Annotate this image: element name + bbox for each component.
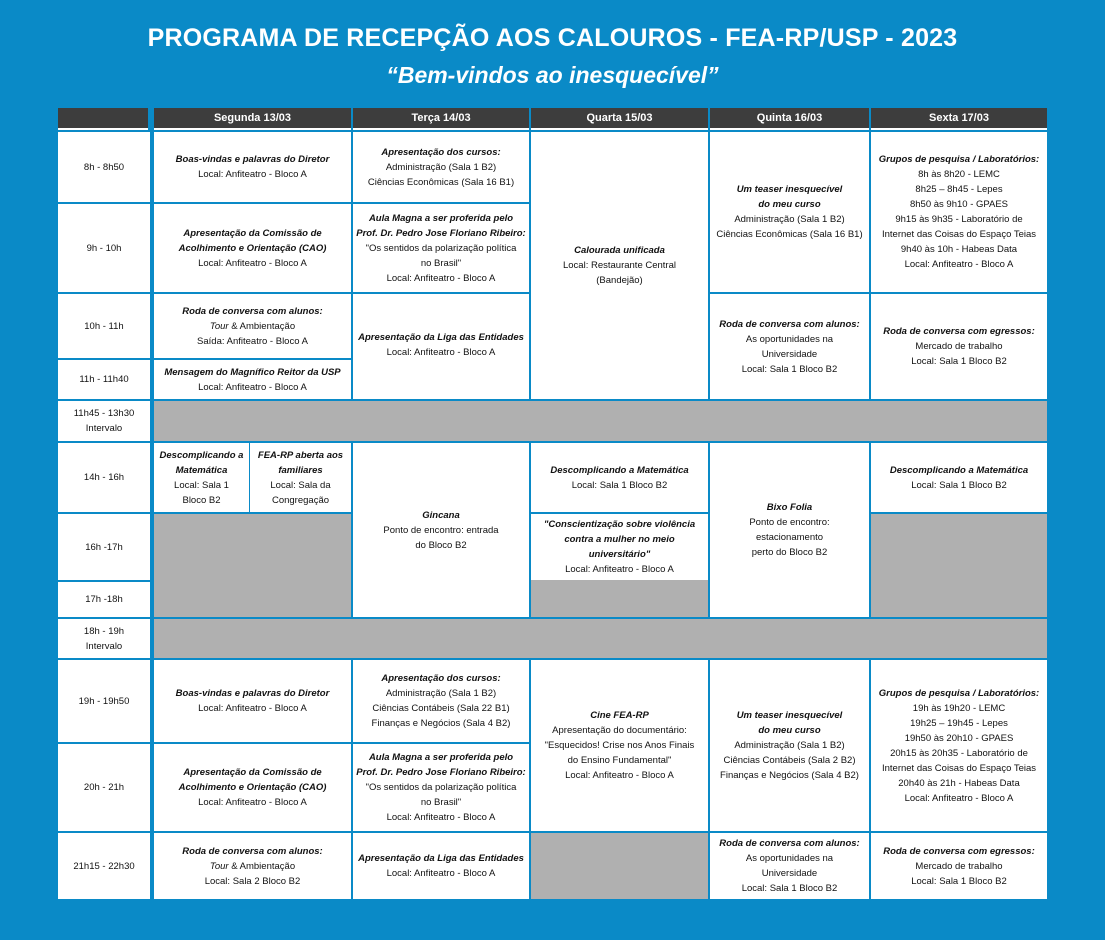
event-sex-grupos-noite <box>871 660 1047 831</box>
event-line: Roda de conversa com alunos: <box>719 318 860 330</box>
gray-block <box>531 833 708 899</box>
event-line: Saída: Anfiteatro - Bloco A <box>197 335 308 347</box>
event-qua-matematica <box>531 443 708 512</box>
event-line: do meu curso <box>758 725 821 736</box>
event-line: Ciências Econômicas (Sala 16 B1) <box>716 229 863 240</box>
event-line: Local: Anfiteatro - Bloco A <box>386 347 496 358</box>
event-seg-boas-vindas <box>154 132 351 202</box>
event-line <box>210 859 295 874</box>
event-line: 20h40 às 21h - Habeas Data <box>898 777 1020 789</box>
event-line: Acolhimento e Orientação (CAO) <box>178 242 327 254</box>
event-seg-cao <box>154 204 351 292</box>
event-line: Local: Anfiteatro - Bloco A <box>904 792 1014 804</box>
event-line: Universidade <box>761 868 818 879</box>
event-line: Roda de conversa com egressos: <box>883 845 1035 857</box>
event-line: Mercado de trabalho <box>915 860 1003 872</box>
event-line: 8h às 8h20 - LEMC <box>918 169 1000 180</box>
event-line: Apresentação da Liga das Entidades <box>358 853 524 864</box>
event-qui-teaser <box>710 132 869 292</box>
event-line: Mercado de trabalho <box>915 341 1003 352</box>
event-line: Local: Sala 2 Bloco B2 <box>204 875 301 887</box>
time-slot-label: Intervalo <box>85 640 123 652</box>
event-line: Roda de conversa com egressos: <box>883 326 1035 337</box>
day-header: Segunda 13/03 <box>154 108 351 130</box>
event-line: As oportunidades na <box>745 333 834 345</box>
event-line: Local: Restaurante Central <box>562 260 676 271</box>
event-seg-boas-vindas-noite <box>154 660 351 742</box>
time-slot <box>58 833 150 899</box>
event-line: Local: Sala 1 Bloco B2 <box>571 479 668 491</box>
event-line: Roda de conversa com alunos: <box>182 845 323 857</box>
event-line: Um teaser inesquecível <box>736 184 843 195</box>
event-line: Cine FEA-RP <box>590 710 649 721</box>
event-line: 9h40 às 10h - Habeas Data <box>900 244 1018 255</box>
event-line: Aula Magna a ser proferida pelo <box>368 752 514 763</box>
event-qua-calourada <box>531 132 708 399</box>
event-line: Bloco B2 <box>182 494 221 506</box>
event-line: Prof. Dr. Pedro Jose Floriano Ribeiro: <box>356 767 526 778</box>
gray-block <box>871 514 1047 617</box>
event-line: Local: Sala 1 Bloco B2 <box>741 363 838 375</box>
time-slot-label: 17h -18h <box>85 594 123 605</box>
event-seg-cao-noite <box>154 744 351 831</box>
time-slot-label: 21h15 - 22h30 <box>73 860 135 872</box>
event-ter-aula-magna-noite <box>353 744 529 831</box>
event-line: Apresentação da Liga das Entidades <box>358 332 524 343</box>
time-slot-label: 8h - 8h50 <box>83 161 125 173</box>
event-line: Local: Sala da <box>270 479 331 491</box>
event-sex-grupos <box>871 132 1047 292</box>
gray-block <box>531 580 708 617</box>
event-line: 19h25 – 19h45 - Lepes <box>910 717 1008 729</box>
event-line: 19h às 19h20 - LEMC <box>912 702 1006 714</box>
event-line: 19h50 às 20h10 - GPAES <box>904 732 1014 744</box>
time-slot <box>58 582 150 617</box>
event-line: Apresentação da Comissão de <box>183 227 322 239</box>
event-qui-teaser-noite <box>710 660 869 831</box>
time-slot-label: 19h - 19h50 <box>78 695 130 707</box>
event-line: Apresentação do documentário: <box>552 725 687 736</box>
event-line: do Bloco B2 <box>415 539 467 551</box>
event-qua-violencia <box>531 514 708 580</box>
event-line: Local: Sala 1 Bloco B2 <box>741 883 838 894</box>
event-line: As oportunidades na <box>745 853 834 864</box>
event-line-italic: Tour <box>209 320 229 332</box>
event-line: Local: Anfiteatro - Bloco A <box>198 169 307 180</box>
event-ter-liga <box>353 294 529 399</box>
event-line: Descomplicando a <box>159 449 244 461</box>
event-line: 8h25 – 8h45 - Lepes <box>915 184 1003 195</box>
event-line: no Brasil" <box>420 797 462 808</box>
event-qua-cine <box>531 660 708 831</box>
day-header: Quinta 16/03 <box>710 108 869 130</box>
event-line: (Bandejão) <box>596 275 643 286</box>
time-slot-label: 9h - 10h <box>86 242 122 254</box>
event-line: Local: Anfiteatro - Bloco A <box>198 703 307 714</box>
event-line: Local: Sala 1 Bloco B2 <box>911 479 1007 491</box>
event-line: Local: Sala 1 Bloco B2 <box>911 356 1007 367</box>
time-slot-label: Intervalo <box>85 423 123 434</box>
event-ter-gincana <box>353 443 529 617</box>
event-ter-aula-magna <box>353 204 529 292</box>
time-slot <box>58 204 150 292</box>
event-line: do Ensino Fundamental" <box>567 755 672 766</box>
event-line: Universidade <box>761 348 818 360</box>
header-time-column <box>58 108 148 130</box>
event-line: Congregação <box>271 494 330 506</box>
time-slot <box>58 744 150 831</box>
event-line: Local: Anfiteatro - Bloco A <box>565 564 674 575</box>
gray-block <box>154 619 1047 658</box>
event-line: Roda de conversa com alunos: <box>182 305 323 317</box>
time-slot <box>58 132 150 202</box>
event-seg-roda <box>154 294 351 358</box>
event-line: Matemática <box>175 464 228 476</box>
event-qui-roda <box>710 294 869 399</box>
event-sex-roda-noite <box>871 833 1047 899</box>
time-slot-label: 11h - 11h40 <box>79 374 129 385</box>
event-sex-roda <box>871 294 1047 399</box>
event-line: no Brasil" <box>420 257 462 269</box>
event-line: "Os sentidos da polarização política <box>365 782 517 793</box>
event-line: Local: Anfiteatro - Bloco A <box>198 381 307 393</box>
page-subtitle: “Bem-vindos ao inesquecível” <box>386 62 719 88</box>
event-line: FEA-RP aberta aos <box>257 449 344 461</box>
event-line: Administração (Sala 1 B2) <box>734 740 845 751</box>
event-line: Boas-vindas e palavras do Diretor <box>175 688 330 699</box>
event-line-italic: Tour <box>209 860 229 872</box>
time-slot-label: 20h - 21h <box>83 782 125 793</box>
event-line: Internet das Coisas do Espaço Teias <box>881 229 1037 240</box>
event-line: Finanças e Negócios (Sala 4 B2) <box>720 770 859 781</box>
event-line: Descomplicando a Matemática <box>889 464 1029 476</box>
time-slot-label: 16h -17h <box>85 541 123 553</box>
event-line: Descomplicando a Matemática <box>550 464 689 476</box>
event-line: Gincana <box>422 509 460 521</box>
event-ter-liga-noite <box>353 833 529 899</box>
event-seg-reitor <box>154 360 351 399</box>
event-line: Ponto de encontro: <box>749 517 830 528</box>
event-line: 9h15 às 9h35 - Laboratório de <box>895 214 1023 225</box>
page-title: PROGRAMA DE RECEPÇÃO AOS CALOUROS - FEA-RP/USP - 2023 <box>147 24 958 52</box>
event-qui-roda-noite <box>710 833 869 899</box>
event-line: do meu curso <box>758 199 821 210</box>
time-slot <box>58 360 150 399</box>
event-line: Mensagem do Magnífico Reitor da USP <box>164 366 341 378</box>
event-ter-cursos <box>353 132 529 202</box>
gray-block <box>154 401 1047 441</box>
event-line: Local: Anfiteatro - Bloco A <box>198 257 307 269</box>
event-line: Local: Anfiteatro - Bloco A <box>386 868 496 879</box>
event-line: Grupos de pesquisa / Laboratórios: <box>878 687 1040 699</box>
time-slot-label: 14h - 16h <box>83 472 125 483</box>
event-line: 20h15 às 20h35 - Laboratório de <box>890 747 1028 759</box>
time-slot-label: 18h - 19h <box>83 625 125 637</box>
time-slot-label: 11h45 - 13h30 <box>73 408 135 419</box>
time-slot <box>58 401 150 441</box>
day-header: Sexta 17/03 <box>871 108 1047 130</box>
event-seg-familiares <box>250 443 351 512</box>
event-line: Ciências Contábeis (Sala 22 B1) <box>372 703 510 714</box>
event-line: Apresentação da Comissão de <box>183 767 322 778</box>
time-slot <box>58 443 150 512</box>
event-line: Internet das Coisas do Espaço Teias <box>881 762 1037 774</box>
event-line: Calourada unificada <box>574 245 665 256</box>
event-seg-matematica <box>154 443 249 512</box>
event-line: 8h50 às 9h10 - GPAES <box>909 199 1009 210</box>
event-line: Prof. Dr. Pedro Jose Floriano Ribeiro: <box>356 227 526 239</box>
event-line: Local: Anfiteatro - Bloco A <box>198 797 307 808</box>
event-line: Local: Anfiteatro - Bloco A <box>386 272 496 284</box>
event-line: Grupos de pesquisa / Laboratórios: <box>878 154 1040 165</box>
time-slot-label: 10h - 11h <box>84 320 124 332</box>
event-line: Finanças e Negócios (Sala 4 B2) <box>371 718 511 729</box>
time-slot <box>58 294 150 358</box>
event-line: Administração (Sala 1 B2) <box>734 214 845 225</box>
event-line: contra a mulher no meio <box>564 534 675 545</box>
event-line: Boas-vindas e palavras do Diretor <box>175 154 330 165</box>
event-line: perto do Bloco B2 <box>751 547 828 558</box>
event-qui-bixo-folia <box>710 443 869 617</box>
event-line: Um teaser inesquecível <box>736 710 843 721</box>
time-slot <box>58 619 150 658</box>
event-line: estacionamento <box>755 532 824 543</box>
event-line: Acolhimento e Orientação (CAO) <box>178 782 327 793</box>
event-line: Local: Anfiteatro - Bloco A <box>565 770 674 781</box>
event-line: Aula Magna a ser proferida pelo <box>368 212 514 224</box>
event-line: Apresentação dos cursos: <box>381 146 501 158</box>
event-line: Local: Anfiteatro - Bloco A <box>386 812 496 823</box>
event-line: Ciências Contábeis (Sala 2 B2) <box>723 755 856 766</box>
event-line: Administração (Sala 1 B2) <box>385 161 497 173</box>
event-line: "Conscientização sobre violência <box>543 519 696 530</box>
day-header: Terça 14/03 <box>353 108 529 130</box>
event-line: "Esquecidos! Crise nos Anos Finais <box>544 740 695 751</box>
event-line: Ciências Econômicas (Sala 16 B1) <box>367 176 515 188</box>
event-seg-roda-noite <box>154 833 351 899</box>
event-line: Apresentação dos cursos: <box>381 673 501 684</box>
event-line: Bixo Folia <box>766 502 813 513</box>
event-line: "Os sentidos da polarização política <box>365 242 517 254</box>
event-line: Local: Sala 1 Bloco B2 <box>911 875 1007 887</box>
event-line: Local: Sala 1 <box>174 479 229 491</box>
gray-block <box>154 514 351 617</box>
event-sex-matematica <box>871 443 1047 512</box>
event-line-text: & Ambientação <box>228 860 296 872</box>
event-ter-cursos-noite <box>353 660 529 742</box>
day-header: Quarta 15/03 <box>531 108 708 130</box>
event-line: Roda de conversa com alunos: <box>719 838 860 849</box>
time-slot <box>58 660 150 742</box>
event-line: universitário" <box>588 549 651 560</box>
event-line: Ponto de encontro: entrada <box>383 524 499 536</box>
time-slot <box>58 514 150 580</box>
event-line: Administração (Sala 1 B2) <box>385 688 497 699</box>
event-line: familiares <box>278 464 323 476</box>
event-line <box>210 319 295 334</box>
event-line: Local: Anfiteatro - Bloco A <box>904 259 1014 270</box>
event-line-text: & Ambientação <box>228 320 296 332</box>
